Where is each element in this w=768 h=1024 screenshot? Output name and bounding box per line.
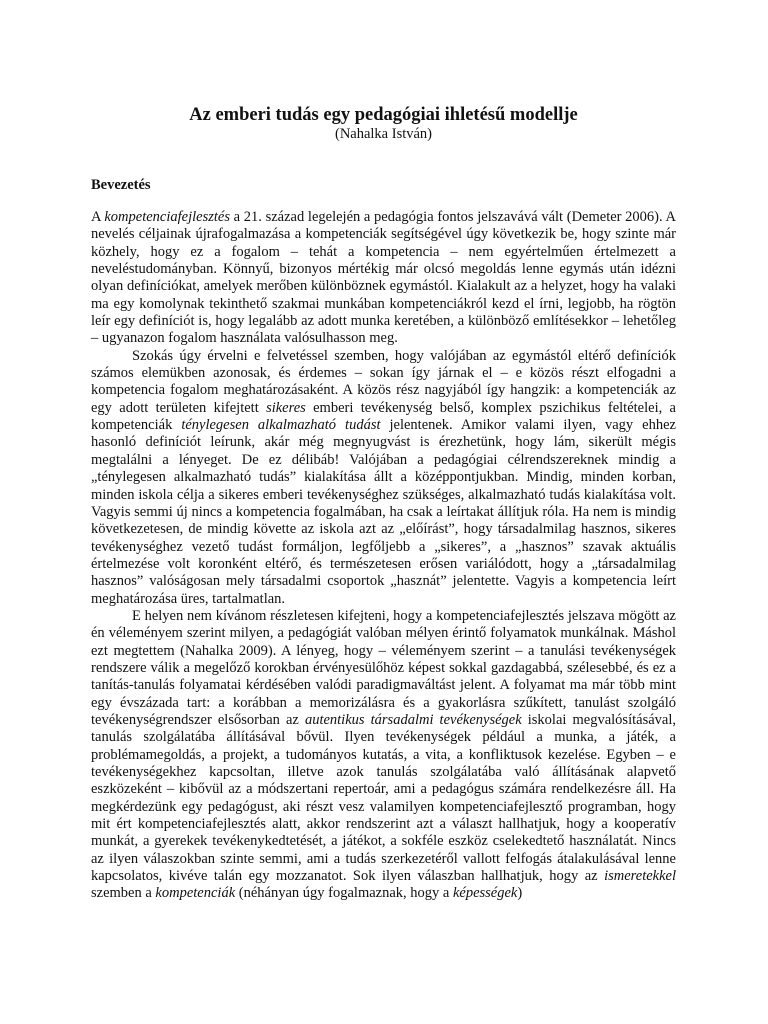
emphasis-text: autentikus társadalmi tevékenységek (304, 711, 522, 728)
emphasis-text: ténylegesen alkalmazható tudást (181, 417, 381, 434)
paragraph: Szokás úgy érvelni e felvetéssel szemben, hogy valójában az egymástól eltérő definíciók számos elemükben azonosak, és érdemes – sokan így járnak el – e közös részt elfogadni a kompetencia fogalom meghatározásaként. A közös rész nagyjából így hangzik: a kompetenciák az egy adott területen kifejtett sikeres emberi tevékenység belső, komplex pszichikus feltételei, a kompetenciák ténylegesen alkalmazható tudást jelentenek. Amikor valami ilyen, vagy ehhez hasonló definíciót leírunk, akár még megnyugvást is érezhetünk, hogy lám, sikerült mégis megtalálni a lényeget. De ez délibáb! Valójában a pedagógiai célrendszereknek mindig a „ténylegesen alkalmazható tudás” kialakítása állt a középpontjukban. Mindig, minden korban, minden iskola célja a sikeres emberi tevékenységhez szükséges, alkalmazható tudás kialakítása volt. Vagyis semmi új nincs a kompetencia fogalmában, ha csak a leírtakat állítjuk róla. Ha nem is mindig következetesen, de mindig követte az iskola azt az „előírást”, hogy társadalmilag hasznos, sikeres tevékenységhez vezető tudást formáljon, legfőljebb a „sikeres”, a „hasznos” szavak aktuális értelmezése volt koronként eltérő, és természetesen erősen variálódott, hogy a „társadalmilag hasznos” valóságosan mely társadalmi csoportok „hasznát” jelentette. Vagyis a kompetencia leírt meghatározása üres, tartalmatlan. (91, 347, 676, 607)
emphasis-text: kompetenciafejlesztés (104, 209, 230, 225)
paragraph: A kompetenciafejlesztés a 21. század legelején a pedagógia fontos jelszavává vált (Demeter 2006). A nevelés céljainak újrafogalmazása a kompetenciák segítségével úgy következik be, hogy szinte már közhely, hogy ez a fogalom – tehát a kompetencia – nem egyértelműen értelmezett a neveléstudományban. Könnyű, bizonyos mértékig már olcsó megoldás lenne egymás után idézni olyan definíciókat, amelyek merőben különböznek egymástól. Kialakult az a helyzet, hogy ha valaki ma egy komolynak tekinthető szakmai munkában kompetenciákról kezd el írni, legjobb, ha rögtön leír egy definíciót is, hogy legalább az adott munka keretében, a különböző említésekkor – lehetőleg – ugyanazon fogalom használata valósulhasson meg. (91, 209, 676, 347)
body-text (91, 209, 676, 903)
section-heading: Bevezetés (91, 177, 151, 193)
emphasis-text: ismeretekkel (604, 868, 676, 885)
emphasis-text: kompetenciák (155, 885, 236, 902)
emphasis-text: sikeres (266, 399, 306, 416)
emphasis-text: képességek (452, 885, 518, 902)
paragraph: E helyen nem kívánom részletesen kifejteni, hogy a kompetenciafejlesztés jelszava mögött az én véleményem szerint milyen, a pedagógiát valóban mélyen érintő folyamatok munkálnak. Máshol ezt megtettem (Nahalka 2009). A lényeg, hogy – véleményem szerint – a tanulási tevékenységek rendszere válik a megelőző korokban érvényesülőhöz képest sokkal gazdagabbá, szélesebbé, és ez a tanítás-tanulás folyamatai kérdésében valódi paradigmaváltást jelent. A folyamat ma már több mint egy évszázada tart: a korábban a memorizálásra és a gyakorlásra szűkített, tanulást szolgáló tevékenységrendszer elsősorban az autentikus társadalmi tevékenységek iskolai megvalósításával, tanulás szolgálatába állításával bővül. Ilyen tevékenységek például a munka, a játék, a problémamegoldás, a projekt, a tudományos kutatás, a vita, a konfliktusok kezelése. Egyben – e tevékenységekhez kapcsoltan, illetve azok tanulás szolgálatába való állításának alapvető eszközeként – kibővül az a módszertani repertoár, ami a pedagógus számára rendelkezésre áll. Ha megkérdezünk egy pedagógust, aki részt vesz valamilyen kompetenciafejlesztő programban, hogy mit ért kompetenciafejlesztés alatt, akkor rendszerint azt a választ hallhatjuk, hogy a kooperatív munkát, a gyerekek tevékenykedtetését, a játékot, a sokféle eszköz cselekedtető használatát. Nincs az ilyen válaszokban szinte semmi, ami a tudás szerkezetéről vallott felfogás átalakulásával lenne kapcsolatos, kivéve talán egy mozzanatot. Sok ilyen válaszban hallhatjuk, hogy az ismeretekkel szemben a kompetenciák (néhányan úgy fogalmaznak, hogy a képességek) (91, 607, 676, 902)
document-author: (Nahalka István) (334, 126, 433, 142)
document-title: Az emberi tudás egy pedagógiai ihletésű modellje (189, 105, 578, 125)
